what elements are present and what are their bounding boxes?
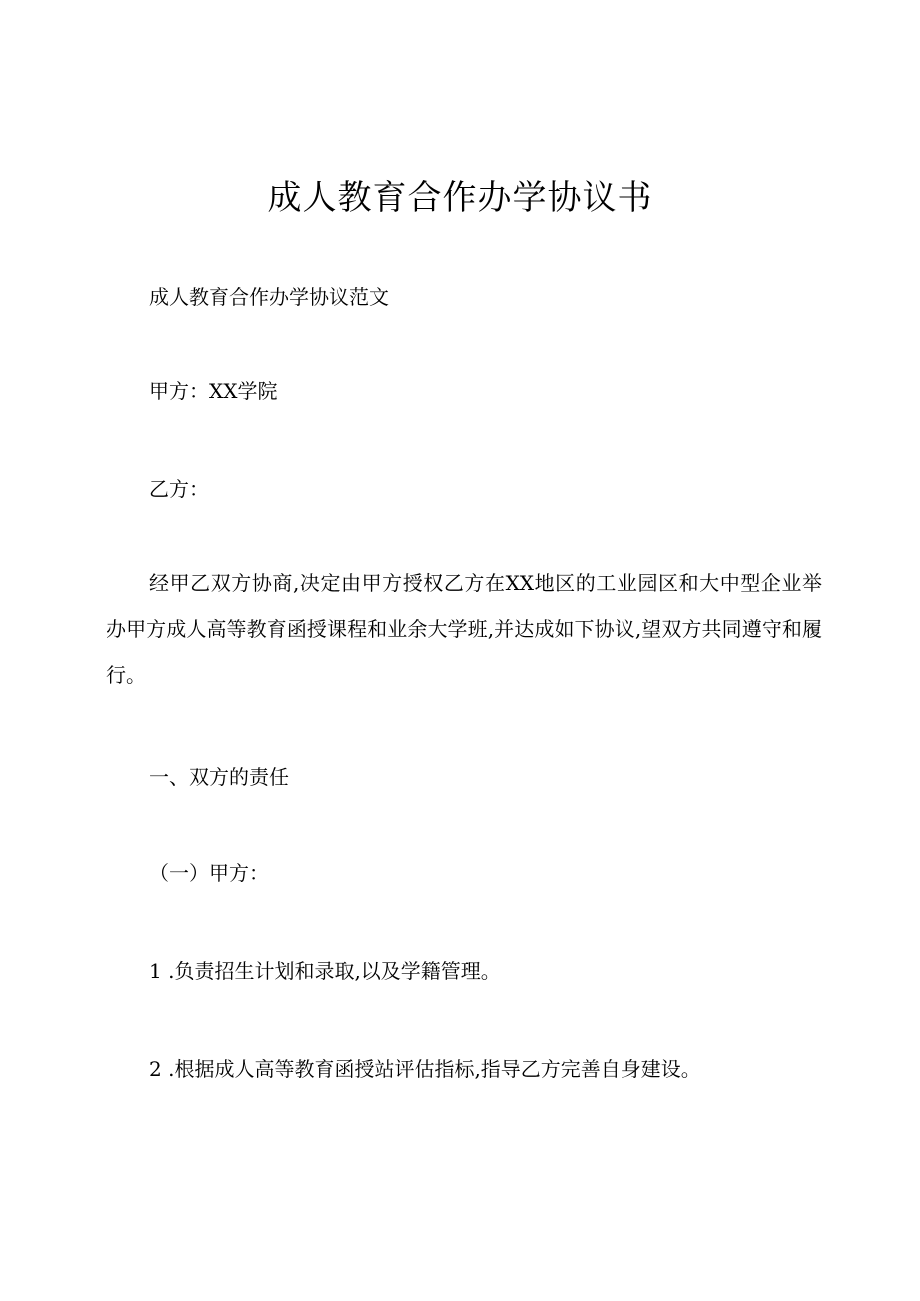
list-item-2: 2 .根据成人高等教育函授站评估指标,指导乙方完善自身建设。	[149, 1057, 701, 1081]
party-a-line: 甲方：XX学院	[149, 379, 278, 403]
section-heading-responsibilities: 一、双方的责任	[149, 765, 289, 789]
document-title: 成人教育合作办学协议书	[267, 178, 653, 218]
party-b-line: 乙方：	[149, 477, 209, 501]
intro-paragraph: 经甲乙双方协商,决定由甲方授权乙方在XX地区的工业园区和大中型企业举办甲方成人高等教育函授课程和业余大学班,并达成如下协议,望双方共同遵守和履行。	[106, 571, 822, 687]
list-item-1: 1 .负责招生计划和录取,以及学籍管理。	[149, 959, 501, 983]
subsection-heading-party-a: （一）甲方：	[149, 861, 269, 885]
document-subtitle: 成人教育合作办学协议范文	[149, 285, 389, 309]
